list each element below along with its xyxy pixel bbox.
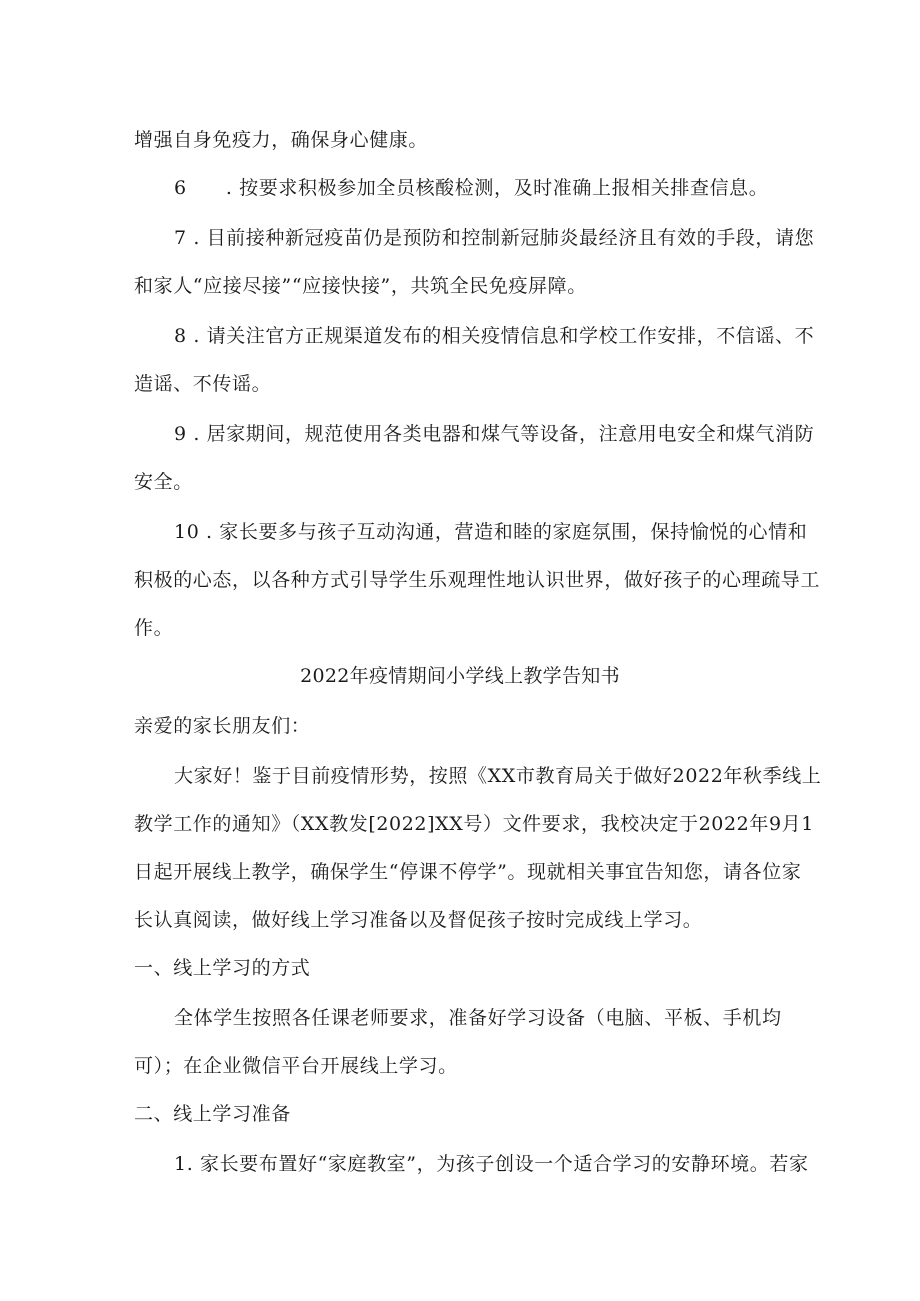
list-item-1: 1. 家长要布置好“家庭教室”，为孩子创设一个适合学习的安静环境。若家: [174, 1153, 809, 1175]
paragraph-line: 教学工作的通知》（XX教发[2022]XX号）文件要求，我校决定于2022年9月1: [134, 813, 814, 835]
paragraph-line: 日起开展线上教学，确保学生“停课不停学”。现就相关事宜告知您，请各位家: [134, 861, 802, 883]
section-heading-1: 一、线上学习的方式: [134, 957, 311, 979]
text-line: 造谣、不传谣。: [134, 373, 272, 395]
document-title: 2022年疫情期间小学线上教学告知书: [300, 665, 620, 687]
salutation: 亲爱的家长朋友们：: [134, 715, 311, 737]
text-line: 和家人“应接尽接”“应接快接”，共筑全民免疫屏障。: [134, 275, 587, 297]
paragraph-line: 可）；在企业微信平台开展线上学习。: [134, 1055, 458, 1077]
paragraph-line: 全体学生按照各任课老师要求，准备好学习设备（电脑、平板、手机均: [174, 1007, 782, 1029]
paragraph-line: 长认真阅读，做好线上学习准备以及督促孩子按时完成线上学习。: [134, 909, 703, 931]
text-line: 作。: [134, 617, 174, 639]
list-item-8: 8 . 请关注官方正规渠道发布的相关疫情信息和学校工作安排，不信谣、不: [174, 325, 815, 347]
list-item-10: 10 . 家长要多与孩子互动沟通，营造和睦的家庭氛围，保持愉悦的心情和: [174, 521, 808, 543]
paragraph-line: 大家好！鉴于目前疫情形势，按照《XX市教育局关于做好2022年秋季线上: [174, 765, 822, 787]
section-heading-2: 二、线上学习准备: [134, 1103, 291, 1125]
list-item-9: 9 . 居家期间，规范使用各类电器和煤气等设备，注意用电安全和煤气消防: [174, 423, 815, 445]
text-line: 积极的心态，以各种方式引导学生乐观理性地认识世界，做好孩子的心理疏导工: [134, 569, 821, 591]
text-line: 增强自身免疫力，确保身心健康。: [134, 129, 429, 151]
list-item-7: 7 . 目前接种新冠疫苗仍是预防和控制新冠肺炎最经济且有效的手段，请您: [174, 227, 815, 249]
list-item-6: 6 . 按要求积极参加全员核酸检测，及时准确上报相关排查信息。: [174, 177, 769, 199]
text-line: 安全。: [134, 471, 193, 493]
